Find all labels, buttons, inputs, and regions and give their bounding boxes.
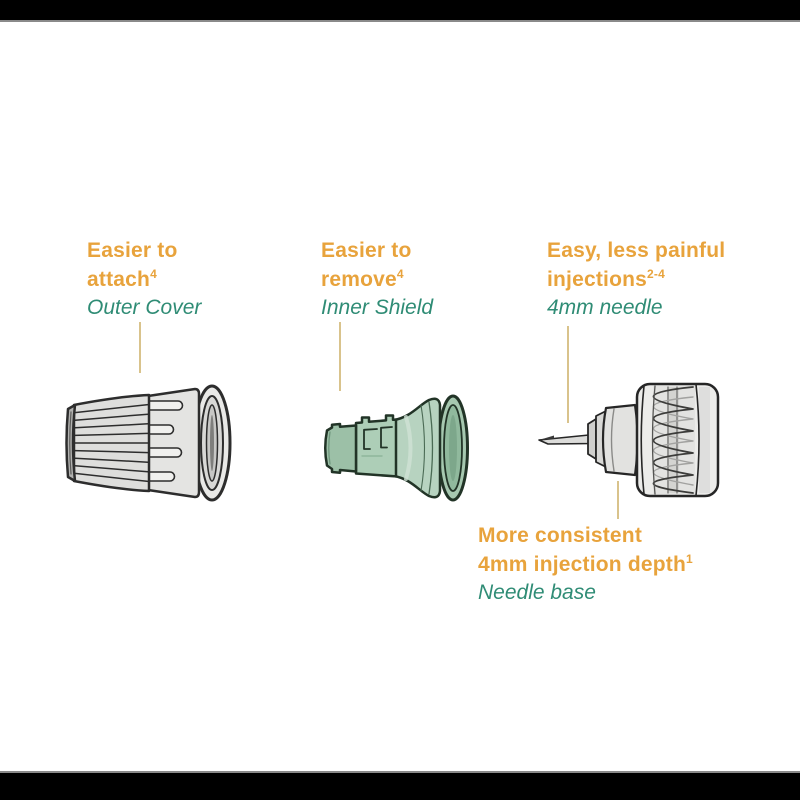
title-line2: 4mm injection depth [478, 553, 686, 576]
annotation-outer-cover-title [87, 236, 201, 294]
annotation-needle-subtitle: 4mm needle [547, 296, 663, 319]
title-line2: injections [547, 268, 648, 291]
annotation-outer-cover [87, 236, 201, 322]
annotation-needle-base-subtitle: Needle base [478, 581, 596, 604]
shield-body [356, 416, 396, 477]
needle-hub-step1 [588, 419, 596, 459]
shield-stem [325, 424, 356, 473]
title-line1: Easy, less painful [547, 239, 726, 262]
annotation-inner-shield-subtitle: Inner Shield [321, 296, 434, 319]
letterbox-top-bar [0, 0, 800, 20]
inner-shield-illustration [318, 392, 470, 504]
annotation-outer-cover-subtitle: Outer Cover [87, 296, 202, 319]
leader-line-inner-shield [339, 322, 341, 391]
annotation-needle-base [478, 521, 693, 607]
title-line1: Easier to [321, 239, 412, 262]
letterbox-bottom-bar [0, 773, 800, 800]
title-line2: remove [321, 268, 397, 291]
annotation-needle [547, 236, 725, 322]
title-superscript: 1 [686, 552, 693, 566]
needle-mid-cylinder [603, 405, 638, 475]
leader-line-outer-cover [139, 322, 141, 373]
needle-shaft [539, 435, 594, 445]
shield-flange-face [449, 415, 457, 481]
annotation-inner-shield [321, 236, 433, 322]
annotation-inner-shield-title [321, 236, 433, 294]
annotation-needle-title [547, 236, 725, 294]
outer-cover-illustration [62, 384, 234, 504]
title-superscript: 2-4 [647, 267, 665, 281]
title-line1: More consistent [478, 524, 643, 547]
title-superscript: 4 [396, 267, 404, 281]
title-line2: attach [87, 268, 151, 291]
title-line1: Easier to [87, 239, 178, 262]
letterbox-top-edge-line [0, 20, 800, 22]
needle-assembly-illustration [536, 378, 720, 502]
annotation-needle-base-title [478, 521, 693, 579]
cover-flange-slot [210, 415, 214, 471]
title-superscript: 4 [150, 267, 157, 281]
